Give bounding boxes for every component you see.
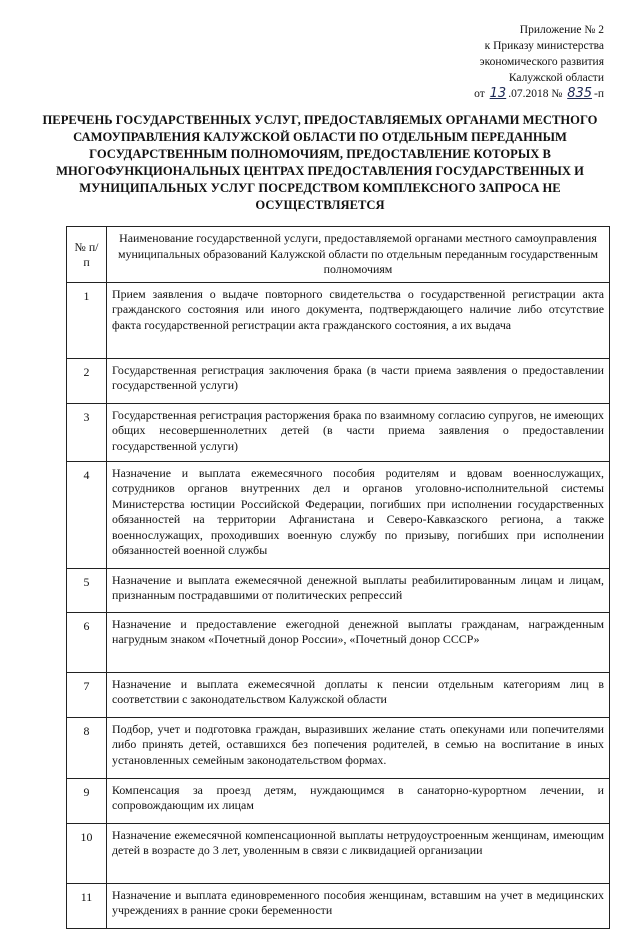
services-table [66,226,610,929]
date-rest: .07.2018 № [508,88,563,100]
row-number: 2 [67,358,107,403]
row-number: 6 [67,612,107,672]
row-service-name: Назначение и выплата ежемесячного пособия родителям и вдовам военнослужащих, сотрудников органов внутренних дел и органов уголовно-исполнительной системы Министерства юстиции Российской Федерации, погибших при исполнении государственных обязанностей на территории Афганистана и Северо-Кавказского региона, а также военнослужащих, проходивших военную службу по призыву, погибших при исполнении обязанностей военной службы [107,461,610,568]
row-service-name: Государственная регистрация расторжения брака по взаимному согласию супругов, не имеющих общих несовершеннолетних детей (в части приема заявления о предоставлении государственной услуги) [107,403,610,461]
document-title: ПЕРЕЧЕНЬ ГОСУДАРСТВЕННЫХ УСЛУГ, ПРЕДОСТАВЛЯЕМЫХ ОРГАНАМИ МЕСТНОГО САМОУПРАВЛЕНИЯ КАЛУЖСКОЙ ОБЛАСТИ ПО ОТДЕЛЬНЫМ ПЕРЕДАННЫМ ГОСУДАРСТВЕННЫМ ПОЛНОМОЧИЯМ, ПРЕДОСТАВЛЕНИЕ КОТОРЫХ В МНОГОФУНКЦИОНАЛЬНЫХ ЦЕНТРАХ ПРЕДОСТАВЛЕНИЯ ГОСУДАРСТВЕННЫХ И МУНИЦИПАЛЬНЫХ УСЛУГ ПОСРЕДСТВОМ КОМПЛЕКСНОГО ЗАПРОСА НЕ ОСУЩЕСТВЛЯЕТСЯ [42,113,598,212]
row-number: 7 [67,672,107,717]
row-number: 9 [67,778,107,823]
table-row [67,672,610,717]
row-service-name: Подбор, учет и подготовка граждан, выразивших желание стать опекунами или попечителями либо принять детей, оставшихся без попечения родителей, в семью на воспитание в иных установленных семейным законодательством формах. [107,717,610,778]
table-row [67,883,610,928]
appendix-order-ref: к Приказу министерства [484,40,604,52]
row-number: 5 [67,568,107,612]
date-day-handwritten: 13 [489,86,507,101]
appendix-region: Калужской области [508,72,604,84]
row-service-name: Назначение и выплата единовременного пособия женщинам, вставшим на учет в медицинских учреждениях в ранние сроки беременности [107,883,610,928]
order-suffix: -п [594,88,604,100]
row-number: 11 [67,883,107,928]
table-row [67,717,610,778]
appendix-ministry: экономического развития [479,56,604,68]
row-service-name: Назначение и выплата ежемесячной доплаты к пенсии отдельным категориям лиц в соответствии с законодательством Калужской области [107,672,610,717]
row-number: 1 [67,282,107,358]
row-service-name: Государственная регистрация заключения брака (в части приема заявления о предоставлении государственной услуги) [107,358,610,403]
row-service-name: Назначение и выплата ежемесячной денежной выплаты реабилитированным лицам и лицам, признанным пострадавшими от политических репрессий [107,568,610,612]
row-service-name: Компенсация за проезд детям, нуждающимся в санаторно-курортном лечении, и сопровождающим их лицам [107,778,610,823]
order-number-handwritten: 835 [567,86,593,101]
row-service-name: Прием заявления о выдаче повторного свидетельства о государственной регистрации акта гражданского состояния или иного документа, подтверждающего наличие либо отсутствие факта государственной регистрации акта гражданского состояния, а их выдача [107,282,610,358]
column-header-number: № п/п [67,227,107,283]
column-header-name: Наименование государственной услуги, предоставляемой органами местного самоуправления муниципальных образований Калужской области по отдельным переданным государственным полномочиям [107,227,610,283]
table-row [67,461,610,568]
table-row [67,778,610,823]
table-row [67,612,610,672]
table-row [67,282,610,358]
appendix-number: Приложение № 2 [519,24,604,36]
table-row [67,823,610,883]
table-row [67,568,610,612]
appendix-date-line [474,86,604,102]
date-prefix: от [474,88,485,100]
row-number: 10 [67,823,107,883]
row-service-name: Назначение и предоставление ежегодной денежной выплаты гражданам, награжденным нагрудным знаком «Почетный донор России», «Почетный донор СССР» [107,612,610,672]
appendix-header [474,22,604,102]
row-number: 4 [67,461,107,568]
row-service-name: Назначение ежемесячной компенсационной выплаты нетрудоустроенным женщинам, имеющим детей в возрасте до 3 лет, уволенным в связи с ликвидацией организации [107,823,610,883]
row-number: 3 [67,403,107,461]
table-row [67,358,610,403]
row-number: 8 [67,717,107,778]
table-header-row [67,227,610,283]
table-row [67,403,610,461]
